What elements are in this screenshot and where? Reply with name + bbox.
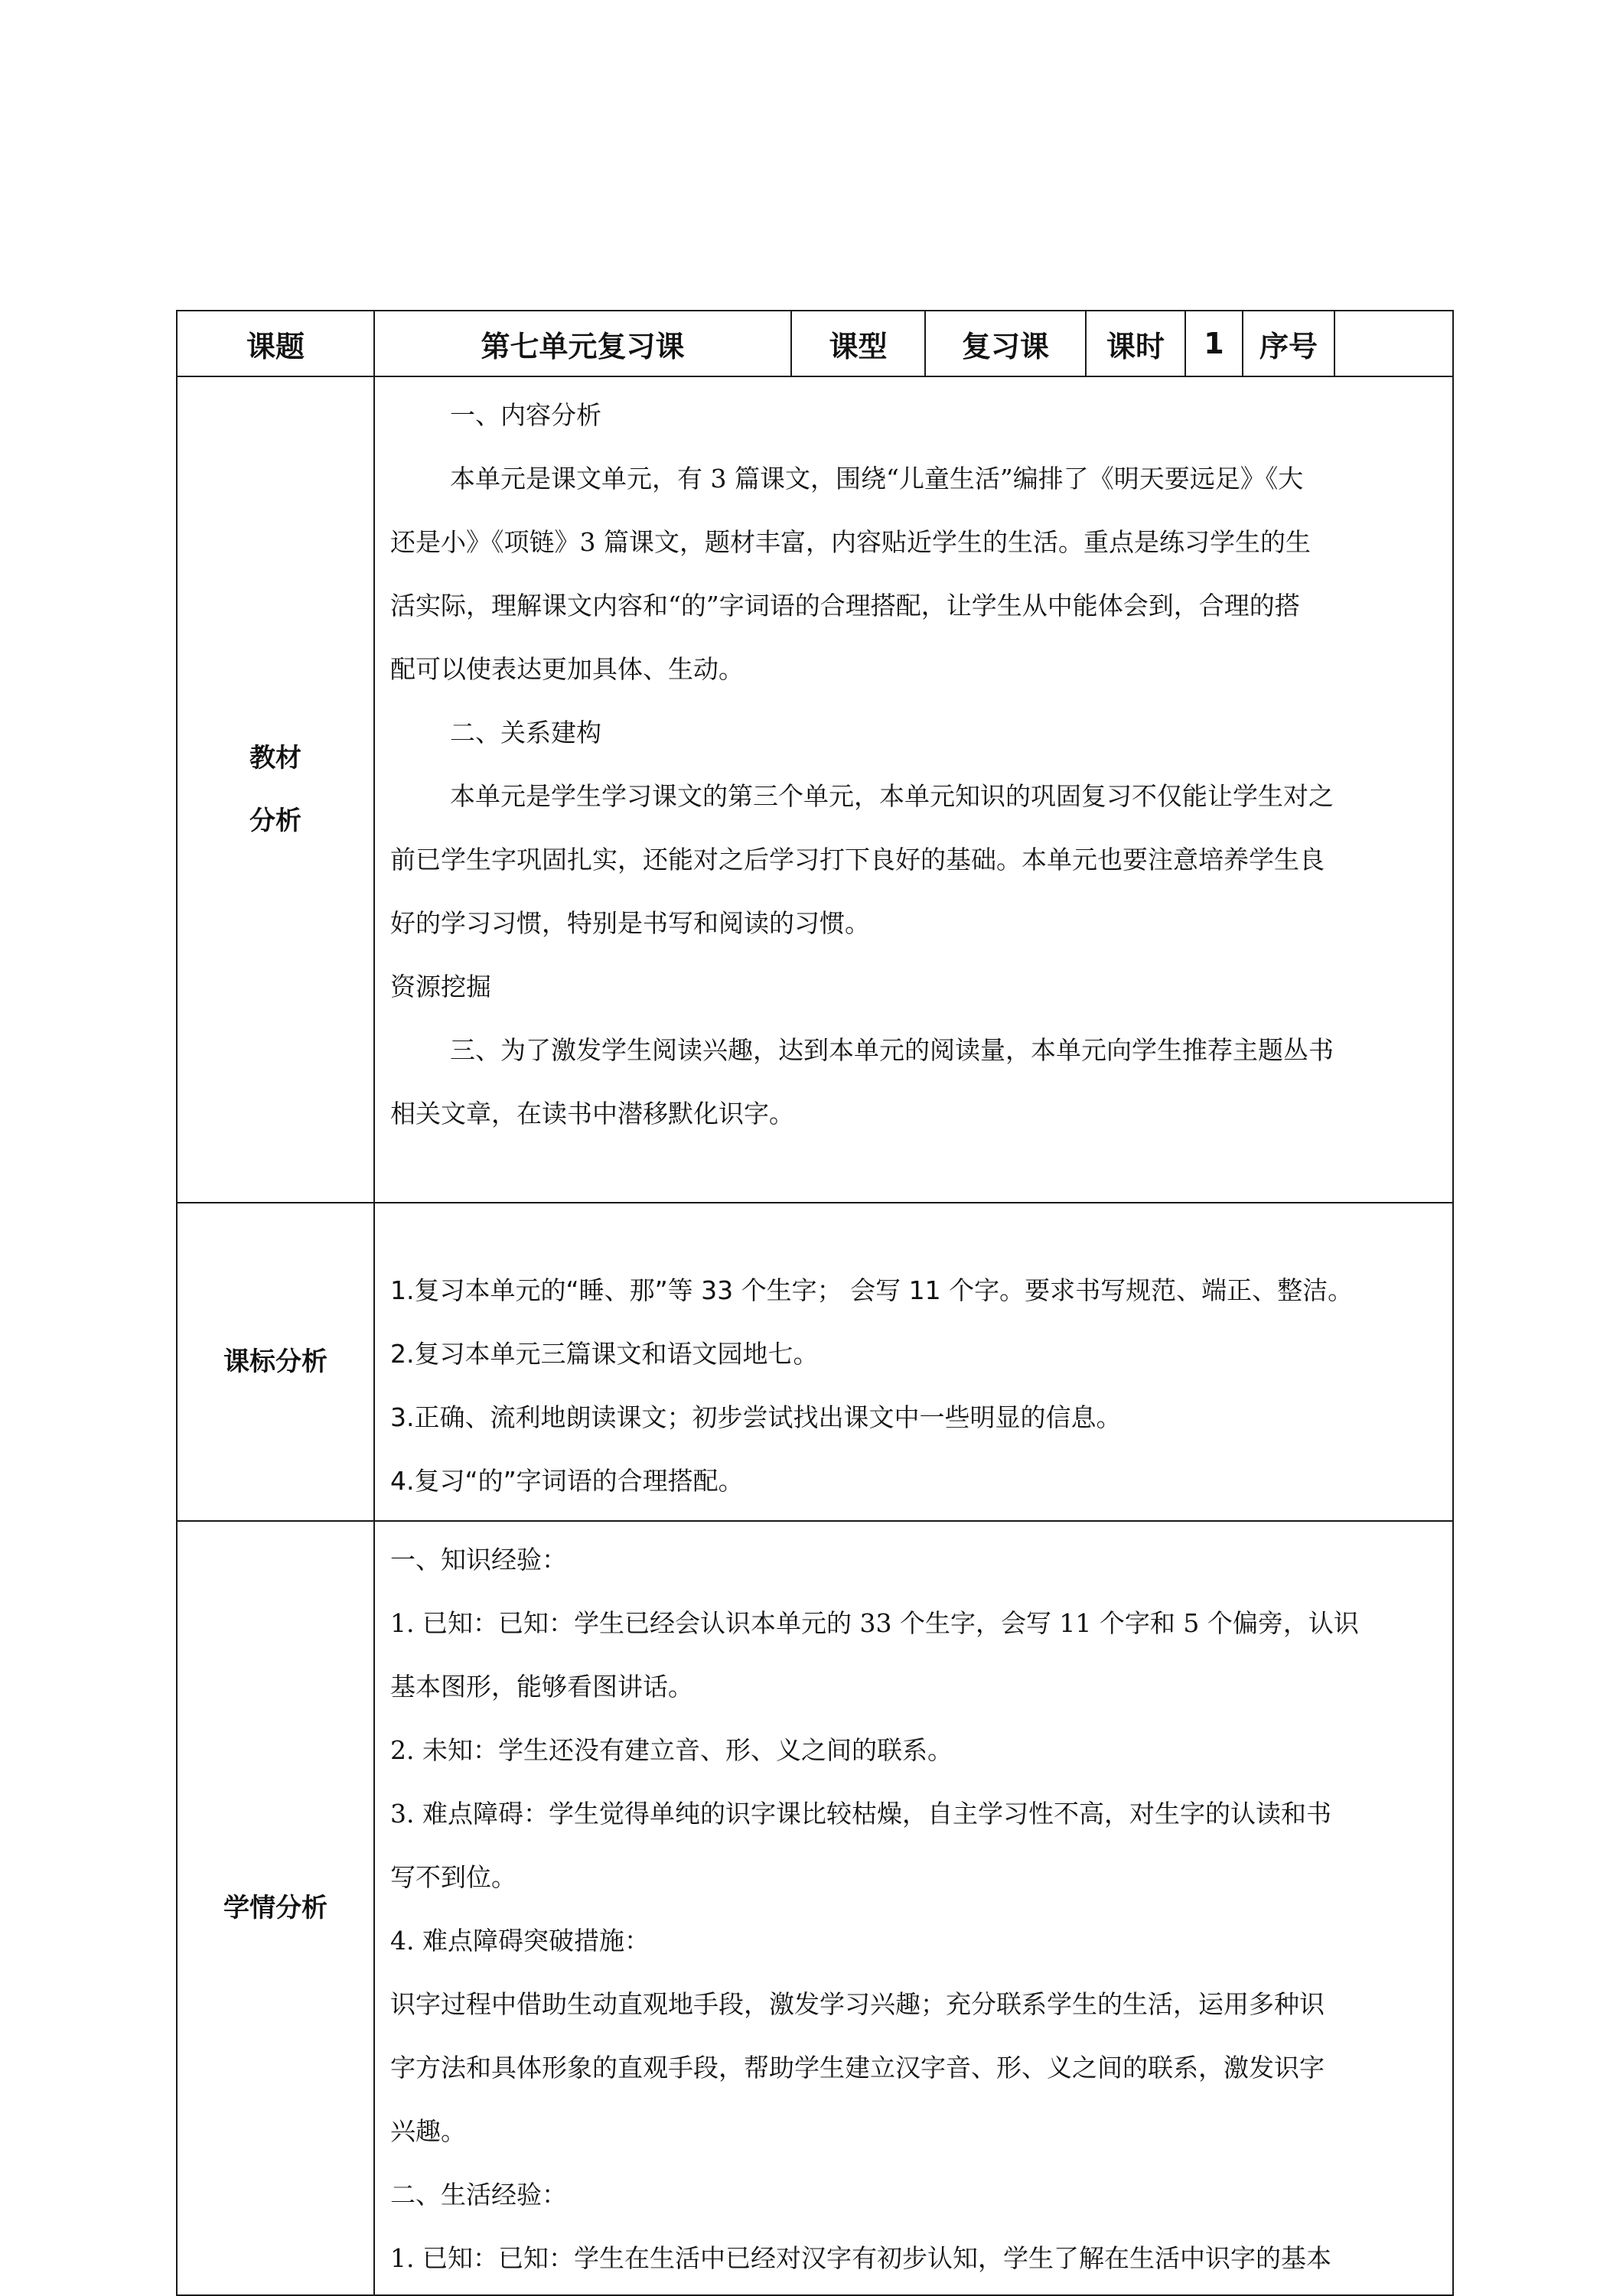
student-analysis-row [177, 1521, 1453, 2295]
textbook-analysis-label-line1: 教材 [249, 743, 301, 773]
paragraph-line: 活实际，理解课文内容和“的”字词语的合理搭配，让学生从中能体会到，合理的搭 [390, 591, 1300, 620]
topic-label: 课题 [177, 311, 374, 376]
paragraph-line: 4. 难点障碍突破措施： [390, 1926, 650, 1956]
paragraph-line: 配可以使表达更加具体、生动。 [390, 654, 744, 684]
paragraph-line: 前已学生字巩固扎实，还能对之后学习打下良好的基础。本单元也要注意培养学生良 [390, 845, 1325, 874]
type-value: 复习课 [925, 311, 1086, 376]
paragraph-line: 2. 未知：学生还没有建立音、形、义之间的联系。 [390, 1735, 953, 1765]
textbook-analysis-label [177, 376, 374, 1203]
paragraph-line: 二、关系建构 [450, 718, 601, 747]
paragraph-line: 识字过程中借助生动直观地手段，激发学习兴趣；充分联系学生的生活，运用多种识 [390, 1989, 1325, 2019]
paragraph-line: 兴趣。 [390, 2116, 466, 2146]
seq-label: 序号 [1243, 311, 1334, 376]
paragraph-line: 好的学习习惯，特别是书写和阅读的习惯。 [390, 908, 870, 938]
curriculum-analysis-label: 课标分析 [177, 1203, 374, 1521]
paragraph-line: 本单元是课文单元，有 3 篇课文，围绕“儿童生活”编排了《明天要远足》《大 [450, 464, 1304, 493]
paragraph-line: 写不到位。 [390, 1862, 516, 1892]
paragraph-line: 1. 已知：已知：学生在生活中已经对汉字有初步认知，学生了解在生活中识字的基本 [390, 2243, 1331, 2273]
header-row [177, 311, 1453, 376]
textbook-analysis-label-line2: 分析 [249, 806, 301, 836]
paragraph-line: 二、生活经验： [390, 2180, 567, 2210]
topic-value: 第七单元复习课 [374, 311, 791, 376]
paragraph-line: 1. 已知：已知：学生已经会认识本单元的 33 个生字，会写 11 个字和 5 个偏旁，认识 [390, 1608, 1359, 1638]
period-value: 1 [1185, 311, 1243, 376]
list-item: 2.复习本单元三篇课文和语文园地七。 [390, 1339, 819, 1369]
paragraph-line: 三、为了激发学生阅读兴趣，达到本单元的阅读量，本单元向学生推荐主题丛书 [450, 1035, 1334, 1065]
paragraph-line: 基本图形，能够看图讲话。 [390, 1672, 693, 1702]
lesson-plan-table [176, 310, 1454, 2296]
student-analysis-label: 学情分析 [177, 1521, 374, 2295]
list-item: 4.复习“的”字词语的合理搭配。 [390, 1466, 744, 1496]
curriculum-analysis-row [177, 1203, 1453, 1521]
seq-value [1334, 311, 1453, 376]
paragraph-line: 3. 难点障碍：学生觉得单纯的识字课比较枯燥，自主学习性不高，对生字的认读和书 [390, 1799, 1331, 1829]
textbook-analysis-content [374, 376, 1453, 1203]
paragraph-line: 相关文章，在读书中潜移默化识字。 [390, 1099, 794, 1128]
paragraph-line: 还是小》《项链》3 篇课文，题材丰富，内容贴近学生的生活。重点是练习学生的生 [390, 527, 1311, 557]
paragraph-line: 一、知识经验： [390, 1545, 567, 1575]
curriculum-analysis-content [374, 1203, 1453, 1521]
list-item: 3.正确、流利地朗读课文；初步尝试找出课文中一些明显的信息。 [390, 1402, 1122, 1432]
paragraph-line: 本单元是学生学习课文的第三个单元，本单元知识的巩固复习不仅能让学生对之 [450, 781, 1334, 811]
student-analysis-content [374, 1521, 1453, 2295]
textbook-analysis-row [177, 376, 1453, 1203]
list-item: 1.复习本单元的“睡、那”等 33 个生字； 会写 11 个字。要求书写规范、端正、整洁。 [390, 1275, 1354, 1305]
paragraph-line: 资源挖掘 [390, 972, 491, 1001]
paragraph-line: 字方法和具体形象的直观手段，帮助学生建立汉字音、形、义之间的联系，激发识字 [390, 2053, 1325, 2083]
type-label: 课型 [791, 311, 925, 376]
paragraph-line: 一、内容分析 [450, 400, 601, 430]
period-label: 课时 [1086, 311, 1185, 376]
